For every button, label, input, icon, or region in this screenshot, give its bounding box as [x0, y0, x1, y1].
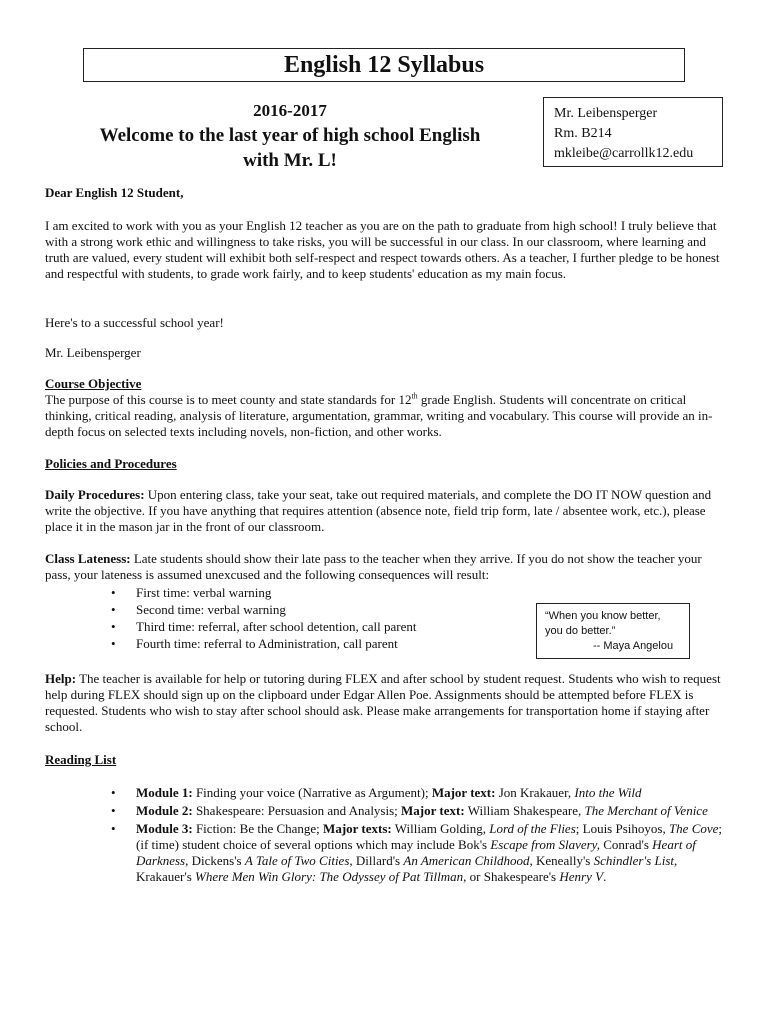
letter-paragraph: I am excited to work with you as your English 12 teacher as you are on the path to graduate from high school! I truly believe that with a strong work ethic and willingness to take risks, you will be successful in our class. In our classroom, where learning and truth are valued, every student will exhibit both self-respect and respect towards others. As a teacher, I further pledge to be honest and respectful with students, to grade work fairly, and to keep students' education as my main focus. — [45, 218, 720, 281]
letter-greeting: Dear English 12 Student, — [45, 185, 184, 200]
reading-module-3: • Module 3: Fiction: Be the Change; Major texts: William Golding, Lord of the Flies; Louis Psihoyos, The Cove; (if time) student choice of several options which may include Bok's Escape from Slavery, Conrad's Heart of Darkness, Dickens's A Tale of Two Cities, Dillard's An American Childhood, Keneally's Schindler's List, Krakauer's Where Men Win Glory: The Odyssey of Pat Tillman, or Shakespeare's Henry V. — [136, 821, 730, 885]
quote-box — [536, 603, 690, 659]
class-lateness-label: Class Lateness: — [45, 551, 131, 566]
letter-signature: Mr. Leibensperger — [45, 345, 141, 360]
teacher-room: Rm. B214 — [554, 126, 612, 141]
letter-closing: Here's to a successful school year! — [45, 315, 224, 330]
teacher-contact-box — [543, 97, 723, 167]
help-label: Help: — [45, 671, 77, 686]
list-item: • Second time: verbal warning — [136, 601, 536, 618]
quote-line-2: you do better.” — [545, 625, 616, 637]
daily-procedures: Daily Procedures: Upon entering class, take your seat, take out required materials, and complete the DO IT NOW question and write the objective. If you have anything that requires attention (absence note, field trip form, late / absentee work, etc.), please place it in the mason jar in the front of our classroom. — [45, 487, 712, 534]
reading-module-2: • Module 2: Shakespeare: Persuasion and Analysis; Major text: William Shakespeare, The Merchant of Venice — [136, 803, 730, 819]
quote-line-1: “When you know better, — [545, 610, 661, 622]
policies-heading: Policies and Procedures — [45, 456, 177, 471]
teacher-name: Mr. Leibensperger — [554, 106, 658, 121]
reading-list-heading: Reading List — [45, 752, 117, 767]
reading-list — [136, 785, 730, 885]
welcome-header — [60, 98, 520, 173]
list-item: • Fourth time: referral to Administration, call parent — [136, 635, 536, 652]
list-item: • Third time: referral, after school detention, call parent — [136, 618, 536, 635]
lateness-consequences-list — [136, 584, 536, 652]
course-objective-heading: Course Objective — [45, 376, 142, 391]
class-lateness: Class Lateness: Late students should show their late pass to the teacher when they arrive. If you do not show the teacher your pass, your lateness is assumed unexcused and the following consequences will result: — [45, 551, 702, 582]
welcome-line-1: Welcome to the last year of high school English — [99, 125, 481, 146]
daily-procedures-label: Daily Procedures: — [45, 487, 145, 502]
page-title: English 12 Syllabus — [83, 48, 685, 82]
course-objective-text: The purpose of this course is to meet county and state standards for 12th grade English. Students will concentrate on critical thinking, critical reading, analysis of literature, argumentation, grammar, writing and vocabulary. This course will provide an in-depth focus on selected texts including novels, non-fiction, and other works. — [45, 391, 713, 439]
welcome-line-2: with Mr. L! — [243, 150, 337, 171]
reading-module-1: • Module 1: Finding your voice (Narrative as Argument); Major text: Jon Krakauer, Into the Wild — [136, 785, 730, 801]
school-year: 2016-2017 — [253, 101, 327, 120]
teacher-email: mkleibe@carrollk12.edu — [554, 146, 694, 161]
help-policy: Help: The teacher is available for help or tutoring during FLEX and after school by student request. Students who wish to request help during FLEX should sign up on the clipboard under Edgar Allen Poe. Assignments should be attempted before FLEX is requested. Students who wish to stay after school should ask. Please make arrangements for transportation home if staying after school. — [45, 671, 721, 734]
list-item: • First time: verbal warning — [136, 584, 536, 601]
quote-attribution: -- Maya Angelou — [593, 640, 674, 652]
